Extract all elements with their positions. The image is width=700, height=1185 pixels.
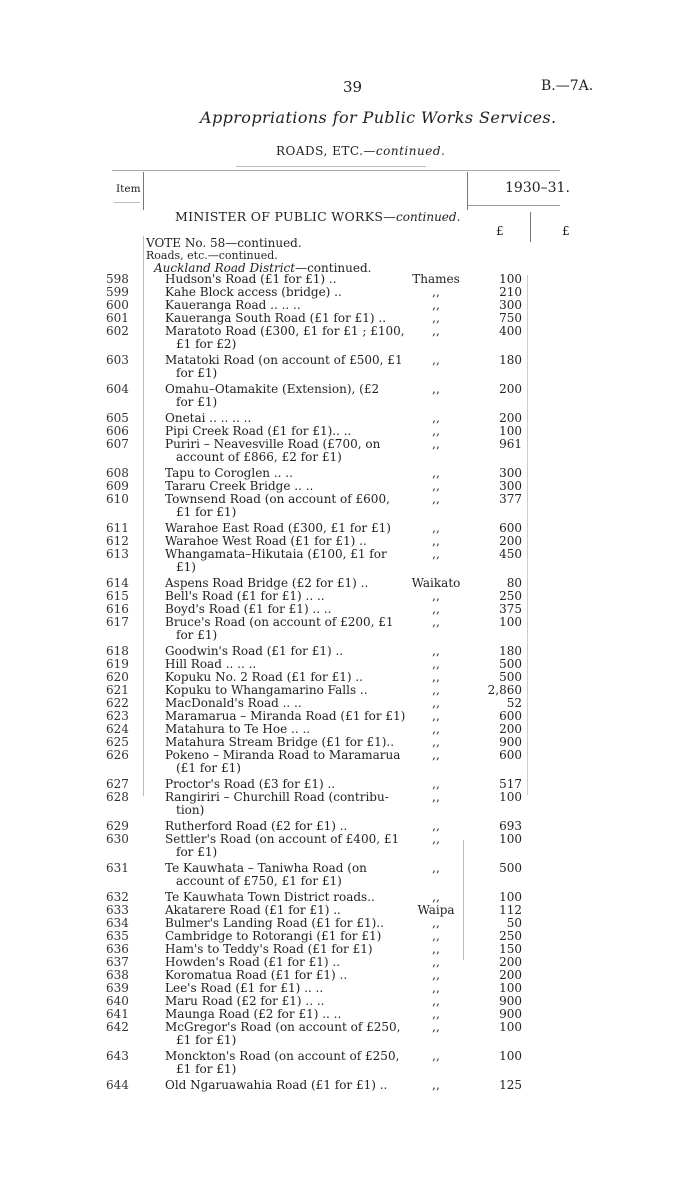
subtitle-continued: continued. xyxy=(375,144,446,158)
item-number: 638 xyxy=(106,968,129,982)
description-line: Matahura to Te Hoe .. .. xyxy=(165,722,311,736)
amount-column-divider xyxy=(530,212,531,242)
amount-cell: 200 xyxy=(499,411,522,425)
item-number: 639 xyxy=(106,981,129,995)
description-continuation: £1 for £1) xyxy=(176,1062,237,1076)
item-number: 631 xyxy=(106,861,129,875)
district-cell: ,, xyxy=(432,709,440,723)
description-line: Maunga Road (£2 for £1) .. .. xyxy=(165,1007,342,1021)
item-number: 613 xyxy=(106,547,129,561)
amount-cell: 500 xyxy=(499,861,522,875)
amount-cell: 210 xyxy=(499,285,522,299)
amount-cell: 100 xyxy=(499,1020,522,1034)
table-row xyxy=(0,1021,700,1050)
header-rule-top xyxy=(236,166,426,167)
item-number: 624 xyxy=(106,722,129,736)
district-cell: ,, xyxy=(432,644,440,658)
item-number: 603 xyxy=(106,353,129,367)
item-number: 607 xyxy=(106,437,129,451)
item-number: 600 xyxy=(106,298,129,312)
item-number: 628 xyxy=(106,790,129,804)
district-cell: ,, xyxy=(432,382,440,396)
table-row xyxy=(0,467,700,480)
item-number: 644 xyxy=(106,1078,129,1092)
description-line: Te Kauwhata Town District roads.. xyxy=(165,890,375,904)
item-number: 630 xyxy=(106,832,129,846)
item-description xyxy=(165,748,401,775)
amount-cell: 961 xyxy=(499,437,522,451)
description-line: Ham's to Teddy's Road (£1 for £1) xyxy=(165,942,373,956)
district-cell: ,, xyxy=(432,547,440,561)
amount-cell: 180 xyxy=(499,644,522,658)
district-cell: ,, xyxy=(432,285,440,299)
table-top-rule xyxy=(112,170,560,171)
description-line: Hudson's Road (£1 for £1) .. xyxy=(165,272,337,286)
item-number: 642 xyxy=(106,1020,129,1034)
subtitle-main: ROADS, ETC.— xyxy=(276,144,376,158)
description-continuation: for £1) xyxy=(176,845,218,859)
table-row xyxy=(0,590,700,603)
amount-cell: 100 xyxy=(499,1049,522,1063)
district-cell: ,, xyxy=(432,861,440,875)
table-row xyxy=(0,749,700,778)
district-cell: ,, xyxy=(432,670,440,684)
year-column-divider xyxy=(467,172,468,210)
table-row xyxy=(0,956,700,969)
item-description xyxy=(165,615,394,642)
item-description xyxy=(165,438,380,464)
item-description xyxy=(165,353,403,380)
description-line: Kaueranga Road .. .. .. xyxy=(165,298,301,312)
description-line: Te Kauwhata – Taniwha Road (on xyxy=(165,861,367,875)
amount-cell: 750 xyxy=(499,311,522,325)
table-row xyxy=(0,791,700,820)
district-cell: ,, xyxy=(432,916,440,930)
document-reference: B.—7A. xyxy=(541,78,594,94)
item-description xyxy=(165,790,389,817)
appropriations-table-body xyxy=(0,273,700,1092)
item-number: 629 xyxy=(106,819,129,833)
description-line: Kahe Block access (bridge) .. xyxy=(165,285,342,299)
page-title: Appropriations for Public Works Services. xyxy=(200,108,557,127)
description-line: Whangamata–Hikutaia (£100, £1 for xyxy=(165,547,387,561)
amount-cell: 450 xyxy=(499,547,522,561)
item-number: 611 xyxy=(106,521,129,535)
description-line: Settler's Road (on account of £400, £1 xyxy=(165,832,400,846)
table-row xyxy=(0,862,700,891)
amount-cell: 180 xyxy=(499,353,522,367)
amount-cell: 693 xyxy=(499,819,522,833)
table-row xyxy=(0,616,700,645)
item-number: 625 xyxy=(106,735,129,749)
description-line: Tapu to Coroglen .. .. xyxy=(165,466,293,480)
description-line: Aspens Road Bridge (£2 for £1) .. xyxy=(165,576,369,590)
table-row xyxy=(0,1079,700,1092)
item-number: 619 xyxy=(106,657,129,671)
district-cell: ,, xyxy=(432,657,440,671)
district-cell: ,, xyxy=(432,311,440,325)
amount-cell: 125 xyxy=(499,1078,522,1092)
amount-cell: 900 xyxy=(499,735,522,749)
district-cell: ,, xyxy=(432,832,440,846)
amount-cell: 200 xyxy=(499,968,522,982)
table-row xyxy=(0,438,700,467)
district-cell: ,, xyxy=(432,521,440,535)
district-name: Auckland Road District xyxy=(154,261,296,275)
district-cell: ,, xyxy=(432,411,440,425)
district-cell: ,, xyxy=(432,1007,440,1021)
description-continuation: account of £750, £1 for £1) xyxy=(176,874,342,888)
section-subtitle xyxy=(276,144,445,158)
description-continuation: £1 for £2) xyxy=(176,337,237,351)
item-number: 612 xyxy=(106,534,129,548)
amount-cell: 250 xyxy=(499,589,522,603)
district-cell: ,, xyxy=(432,324,440,338)
description-line: Howden's Road (£1 for £1) .. xyxy=(165,955,341,969)
item-number: 634 xyxy=(106,916,129,930)
amount-cell: 100 xyxy=(499,790,522,804)
district-cell: ,, xyxy=(432,929,440,943)
district-cell: ,, xyxy=(432,534,440,548)
item-number: 606 xyxy=(106,424,129,438)
district-cell: ,, xyxy=(432,298,440,312)
description-line: Omahu–Otamakite (Extension), (£2 xyxy=(165,382,380,396)
table-row xyxy=(0,577,700,590)
amount-cell: 500 xyxy=(499,670,522,684)
item-description xyxy=(165,1020,401,1047)
item-number: 622 xyxy=(106,696,129,710)
description-line: Matahura Stream Bridge (£1 for £1).. xyxy=(165,735,395,749)
item-number: 641 xyxy=(106,1007,129,1021)
minister-continued: continued. xyxy=(396,210,461,224)
description-line: McGregor's Road (on account of £250, xyxy=(165,1020,401,1034)
minister-main: MINISTER OF PUBLIC WORKS— xyxy=(175,209,397,224)
item-number: 616 xyxy=(106,602,129,616)
description-line: Bulmer's Landing Road (£1 for £1).. xyxy=(165,916,384,930)
amount-cell: 100 xyxy=(499,981,522,995)
amount-cell: 52 xyxy=(506,696,522,710)
item-description xyxy=(165,1049,400,1076)
item-number: 609 xyxy=(106,479,129,493)
minister-heading xyxy=(175,209,460,224)
table-row xyxy=(0,995,700,1008)
district-cell: ,, xyxy=(432,696,440,710)
amount-cell: 500 xyxy=(499,657,522,671)
item-number: 626 xyxy=(106,748,129,762)
description-line: Pipi Creek Road (£1 for £1).. .. xyxy=(165,424,352,438)
description-line: Rutherford Road (£2 for £1) .. xyxy=(165,819,348,833)
district-cell: ,, xyxy=(432,479,440,493)
amount-cell: 100 xyxy=(499,832,522,846)
year-column-header: 1930–31. xyxy=(505,180,570,196)
amount-cell: 200 xyxy=(499,534,522,548)
currency-symbol-col2: £ xyxy=(562,224,570,238)
item-number: 617 xyxy=(106,615,129,629)
item-number: 599 xyxy=(106,285,129,299)
description-line: Kaueranga South Road (£1 for £1) .. xyxy=(165,311,387,325)
amount-cell: 900 xyxy=(499,994,522,1008)
item-number: 601 xyxy=(106,311,129,325)
description-line: Maramarua – Miranda Road (£1 for £1) xyxy=(165,709,406,723)
description-continuation: £1 for £1) xyxy=(176,1033,237,1047)
district-cell: ,, xyxy=(432,589,440,603)
description-line: Matatoki Road (on account of £500, £1 xyxy=(165,353,403,367)
district-cell: ,, xyxy=(432,683,440,697)
amount-cell: 80 xyxy=(506,576,522,590)
amount-cell: 300 xyxy=(499,479,522,493)
district-cell: ,, xyxy=(432,748,440,762)
item-number: 620 xyxy=(106,670,129,684)
district-cell: ,, xyxy=(432,1078,440,1092)
description-line: Bruce's Road (on account of £200, £1 xyxy=(165,615,394,629)
district-cell: ,, xyxy=(432,1020,440,1034)
table-row xyxy=(0,383,700,412)
district-cell: ,, xyxy=(432,615,440,629)
description-continuation: for £1) xyxy=(176,628,218,642)
roads-subheading: Roads, etc.—continued. xyxy=(146,249,278,262)
year-header-rule xyxy=(468,205,560,206)
description-line: Puriri – Neavesville Road (£700, on xyxy=(165,437,381,451)
amount-cell: 900 xyxy=(499,1007,522,1021)
district-cell: ,, xyxy=(432,735,440,749)
district-cell: ,, xyxy=(432,437,440,451)
description-line: Hill Road .. .. .. xyxy=(165,657,257,671)
amount-cell: 250 xyxy=(499,929,522,943)
description-line: Warahoe West Road (£1 for £1) .. xyxy=(165,534,367,548)
description-line: Kopuku to Whangamarino Falls .. xyxy=(165,683,368,697)
amount-cell: 600 xyxy=(499,709,522,723)
description-line: Rangiriri – Churchill Road (contribu- xyxy=(165,790,389,804)
item-description xyxy=(165,547,387,574)
description-continuation: (£1 for £1) xyxy=(176,761,241,775)
district-cell: ,, xyxy=(432,942,440,956)
item-number: 643 xyxy=(106,1049,129,1063)
district-cell: ,, xyxy=(432,602,440,616)
description-line: Proctor's Road (£3 for £1) .. xyxy=(165,777,336,791)
item-number: 636 xyxy=(106,942,129,956)
table-row xyxy=(0,273,700,286)
description-continuation: for £1) xyxy=(176,366,218,380)
amount-cell: 100 xyxy=(499,890,522,904)
amount-cell: 200 xyxy=(499,382,522,396)
district-cell: Waipa xyxy=(417,903,455,917)
item-number: 637 xyxy=(106,955,129,969)
table-row xyxy=(0,354,700,383)
amount-cell: 600 xyxy=(499,521,522,535)
item-description xyxy=(165,832,400,859)
amount-cell: 100 xyxy=(499,272,522,286)
description-line: Old Ngaruawahia Road (£1 for £1) .. xyxy=(165,1078,388,1092)
district-cell: ,, xyxy=(432,955,440,969)
description-line: Tararu Creek Bridge .. .. xyxy=(165,479,314,493)
description-continuation: for £1) xyxy=(176,395,218,409)
description-continuation: £1) xyxy=(176,560,196,574)
amount-cell: 300 xyxy=(499,298,522,312)
amount-cell: 2,860 xyxy=(487,683,522,697)
table-row xyxy=(0,645,700,658)
table-row xyxy=(0,684,700,697)
item-number: 623 xyxy=(106,709,129,723)
item-number: 610 xyxy=(106,492,129,506)
item-header-underline xyxy=(114,202,140,203)
description-line: Bell's Road (£1 for £1) .. .. xyxy=(165,589,325,603)
page-number: 39 xyxy=(343,78,363,96)
district-cell: ,, xyxy=(432,466,440,480)
district-cell: ,, xyxy=(432,777,440,791)
item-number: 621 xyxy=(106,683,129,697)
table-row xyxy=(0,891,700,904)
item-description xyxy=(165,324,405,351)
item-number: 604 xyxy=(106,382,129,396)
description-line: Monckton's Road (on account of £250, xyxy=(165,1049,400,1063)
district-cell: ,, xyxy=(432,492,440,506)
item-number: 608 xyxy=(106,466,129,480)
district-cell: Waikato xyxy=(411,576,461,590)
amount-cell: 377 xyxy=(499,492,522,506)
amount-cell: 200 xyxy=(499,722,522,736)
description-line: Akatarere Road (£1 for £1) .. xyxy=(165,903,341,917)
amount-cell: 100 xyxy=(499,615,522,629)
description-line: Kopuku No. 2 Road (£1 for £1) .. xyxy=(165,670,363,684)
description-line: Maratoto Road (£300, £1 for £1 ; £100, xyxy=(165,324,405,338)
amount-cell: 375 xyxy=(499,602,522,616)
item-description xyxy=(165,383,380,409)
district-cell: ,, xyxy=(432,790,440,804)
district-cell: ,, xyxy=(432,1049,440,1063)
item-description xyxy=(165,492,390,519)
table-row xyxy=(0,286,700,299)
table-row xyxy=(0,982,700,995)
district-cell: ,, xyxy=(432,994,440,1008)
item-number: 615 xyxy=(106,589,129,603)
amount-cell: 300 xyxy=(499,466,522,480)
item-column-header: Item xyxy=(116,183,141,195)
item-number: 635 xyxy=(106,929,129,943)
item-number: 618 xyxy=(106,644,129,658)
table-row xyxy=(0,710,700,723)
description-line: Lee's Road (£1 for £1) .. .. xyxy=(165,981,324,995)
district-cell: ,, xyxy=(432,424,440,438)
item-number: 602 xyxy=(106,324,129,338)
district-cell: ,, xyxy=(432,890,440,904)
item-number: 614 xyxy=(106,576,129,590)
item-number: 605 xyxy=(106,411,129,425)
table-row xyxy=(0,833,700,862)
description-line: Cambridge to Rotorangi (£1 for £1) xyxy=(165,929,382,943)
description-continuation: account of £866, £2 for £1) xyxy=(176,450,342,464)
item-number: 640 xyxy=(106,994,129,1008)
table-row xyxy=(0,548,700,577)
district-cell: ,, xyxy=(432,981,440,995)
description-line: MacDonald's Road .. .. xyxy=(165,696,302,710)
amount-cell: 200 xyxy=(499,955,522,969)
item-number: 633 xyxy=(106,903,129,917)
district-cell: ,, xyxy=(432,819,440,833)
table-row xyxy=(0,325,700,354)
item-description xyxy=(165,862,380,888)
district-cell: ,, xyxy=(432,968,440,982)
item-description xyxy=(165,1078,388,1092)
description-continuation: tion) xyxy=(176,803,205,817)
amount-cell: 600 xyxy=(499,748,522,762)
district-cell: ,, xyxy=(432,722,440,736)
item-number: 598 xyxy=(106,272,129,286)
description-line: Onetai .. .. .. .. xyxy=(165,411,252,425)
description-line: Goodwin's Road (£1 for £1) .. xyxy=(165,644,344,658)
amount-cell: 517 xyxy=(499,777,522,791)
amount-cell: 112 xyxy=(499,903,522,917)
description-line: Pokeno – Miranda Road to Maramarua xyxy=(165,748,401,762)
description-continuation: £1 for £1) xyxy=(176,505,237,519)
currency-symbol-col1: £ xyxy=(496,224,504,238)
item-number: 627 xyxy=(106,777,129,791)
district-cell: Thames xyxy=(412,272,460,286)
item-number: 632 xyxy=(106,890,129,904)
district-continued: —continued. xyxy=(295,261,372,275)
description-line: Townsend Road (on account of £600, xyxy=(165,492,390,506)
table-row xyxy=(0,943,700,956)
amount-cell: 50 xyxy=(506,916,522,930)
description-line: Koromatua Road (£1 for £1) .. xyxy=(165,968,348,982)
vote-heading: VOTE No. 58—continued. xyxy=(146,236,302,250)
amount-cell: 150 xyxy=(499,942,522,956)
table-row xyxy=(0,493,700,522)
description-line: Boyd's Road (£1 for £1) .. .. xyxy=(165,602,332,616)
district-cell: ,, xyxy=(432,353,440,367)
table-row xyxy=(0,1050,700,1079)
amount-cell: 400 xyxy=(499,324,522,338)
description-line: Warahoe East Road (£300, £1 for £1) xyxy=(165,521,391,535)
amount-cell: 100 xyxy=(499,424,522,438)
table-row xyxy=(0,969,700,982)
item-column-divider xyxy=(143,172,144,210)
description-line: Maru Road (£2 for £1) .. .. xyxy=(165,994,325,1008)
